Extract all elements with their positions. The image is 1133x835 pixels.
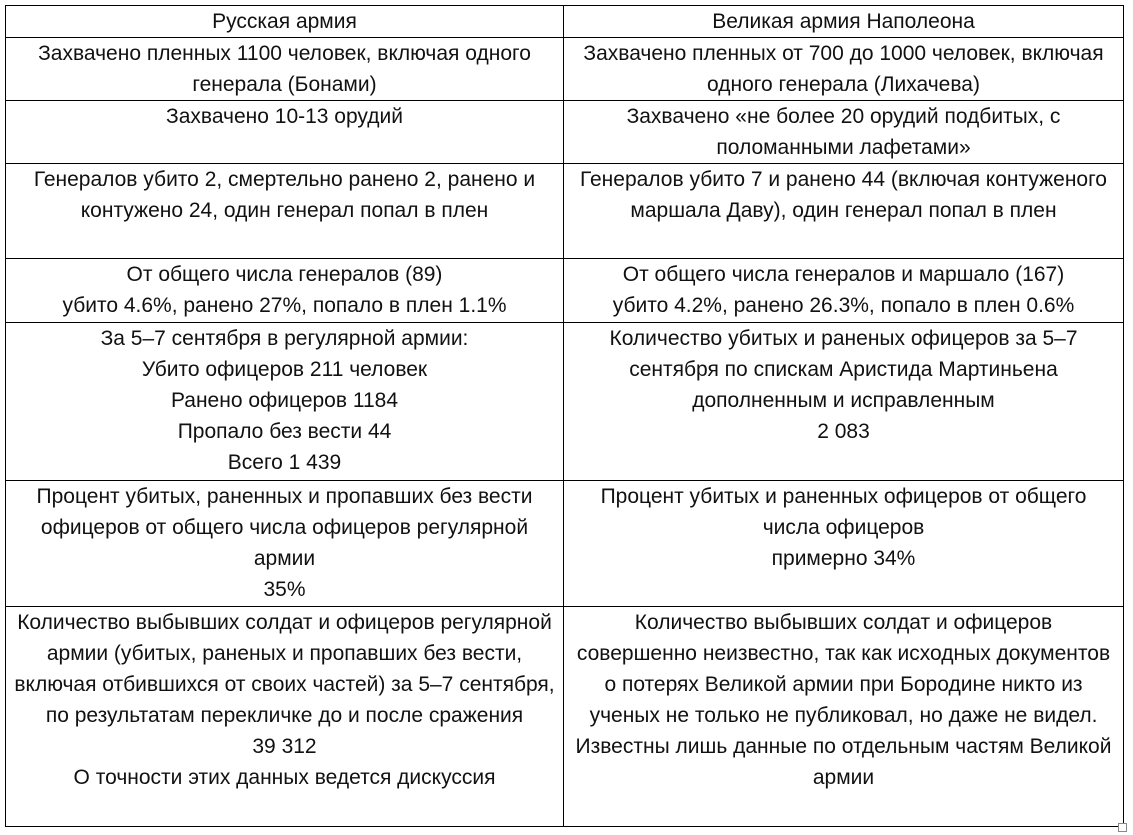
table-row (6, 101, 1124, 164)
cell-russian-officers[interactable]: За 5–7 сентября в регулярной армии: Убито офицеров 211 человек Ранено офицеров 1184 Пропало без вести 44 Всего 1 439 (6, 323, 564, 481)
cell-napoleon-officers-percent[interactable]: Процент убитых и раненных офицеров от общего числа офицеров примерно 34% (564, 481, 1124, 607)
table-header-row (6, 6, 1124, 38)
header-napoleon-army[interactable]: Великая армия Наполеона (564, 6, 1124, 38)
cell-napoleon-generals-percent[interactable]: От общего числа генералов и маршало (167) убито 4.2%, ранено 26.3%, попало в плен 0.6% (564, 259, 1124, 323)
cell-napoleon-prisoners[interactable]: Захвачено пленных от 700 до 1000 человек, включая одного генерала (Лихачева) (564, 38, 1124, 101)
cell-russian-total-losses[interactable]: Количество выбывших солдат и офицеров регулярной армии (убитых, раненых и пропавших без вести, включая отбившихся от своих частей) за 5–7 сентября, по результатам перекличке до и после сражения 39 312 О точности этих данных ведется дискуссия (6, 607, 564, 827)
header-russian-army[interactable]: Русская армия (6, 6, 564, 38)
cell-russian-prisoners[interactable]: Захвачено пленных 1100 человек, включая одного генерала (Бонами) (6, 38, 564, 101)
cell-napoleon-guns[interactable]: Захвачено «не более 20 орудий подбитых, с поломанными лафетами» (564, 101, 1124, 164)
cell-russian-guns[interactable]: Захвачено 10-13 орудий (6, 101, 564, 164)
table-row (6, 323, 1124, 481)
cell-napoleon-generals[interactable]: Генералов убито 7 и ранено 44 (включая контуженого маршала Даву), один генерал попал в плен (564, 164, 1124, 259)
table-row (6, 607, 1124, 827)
table-row (6, 38, 1124, 101)
table-row (6, 481, 1124, 607)
resize-handle-icon[interactable] (1118, 823, 1127, 832)
cell-russian-officers-percent[interactable]: Процент убитых, раненных и пропавших без вести офицеров от общего числа офицеров регулярной армии 35% (6, 481, 564, 607)
cell-napoleon-total-losses[interactable]: Количество выбывших солдат и офицеров совершенно неизвестно, так как исходных документов о потерях Великой армии при Бородине никто из ученых не только не публиковал, но даже не видел. Известны лишь данные по отдельным частям Великой армии (564, 607, 1124, 827)
table-row (6, 164, 1124, 259)
table-row (6, 259, 1124, 323)
cell-russian-generals[interactable]: Генералов убито 2, смертельно ранено 2, ранено и контужено 24, один генерал попал в плен (6, 164, 564, 259)
comparison-table (5, 5, 1124, 827)
cell-russian-generals-percent[interactable]: От общего числа генералов (89) убито 4.6%, ранено 27%, попало в плен 1.1% (6, 259, 564, 323)
cell-napoleon-officers[interactable]: Количество убитых и раненых офицеров за 5–7 сентября по спискам Аристида Мартиньена дополненным и исправленным 2 083 (564, 323, 1124, 481)
